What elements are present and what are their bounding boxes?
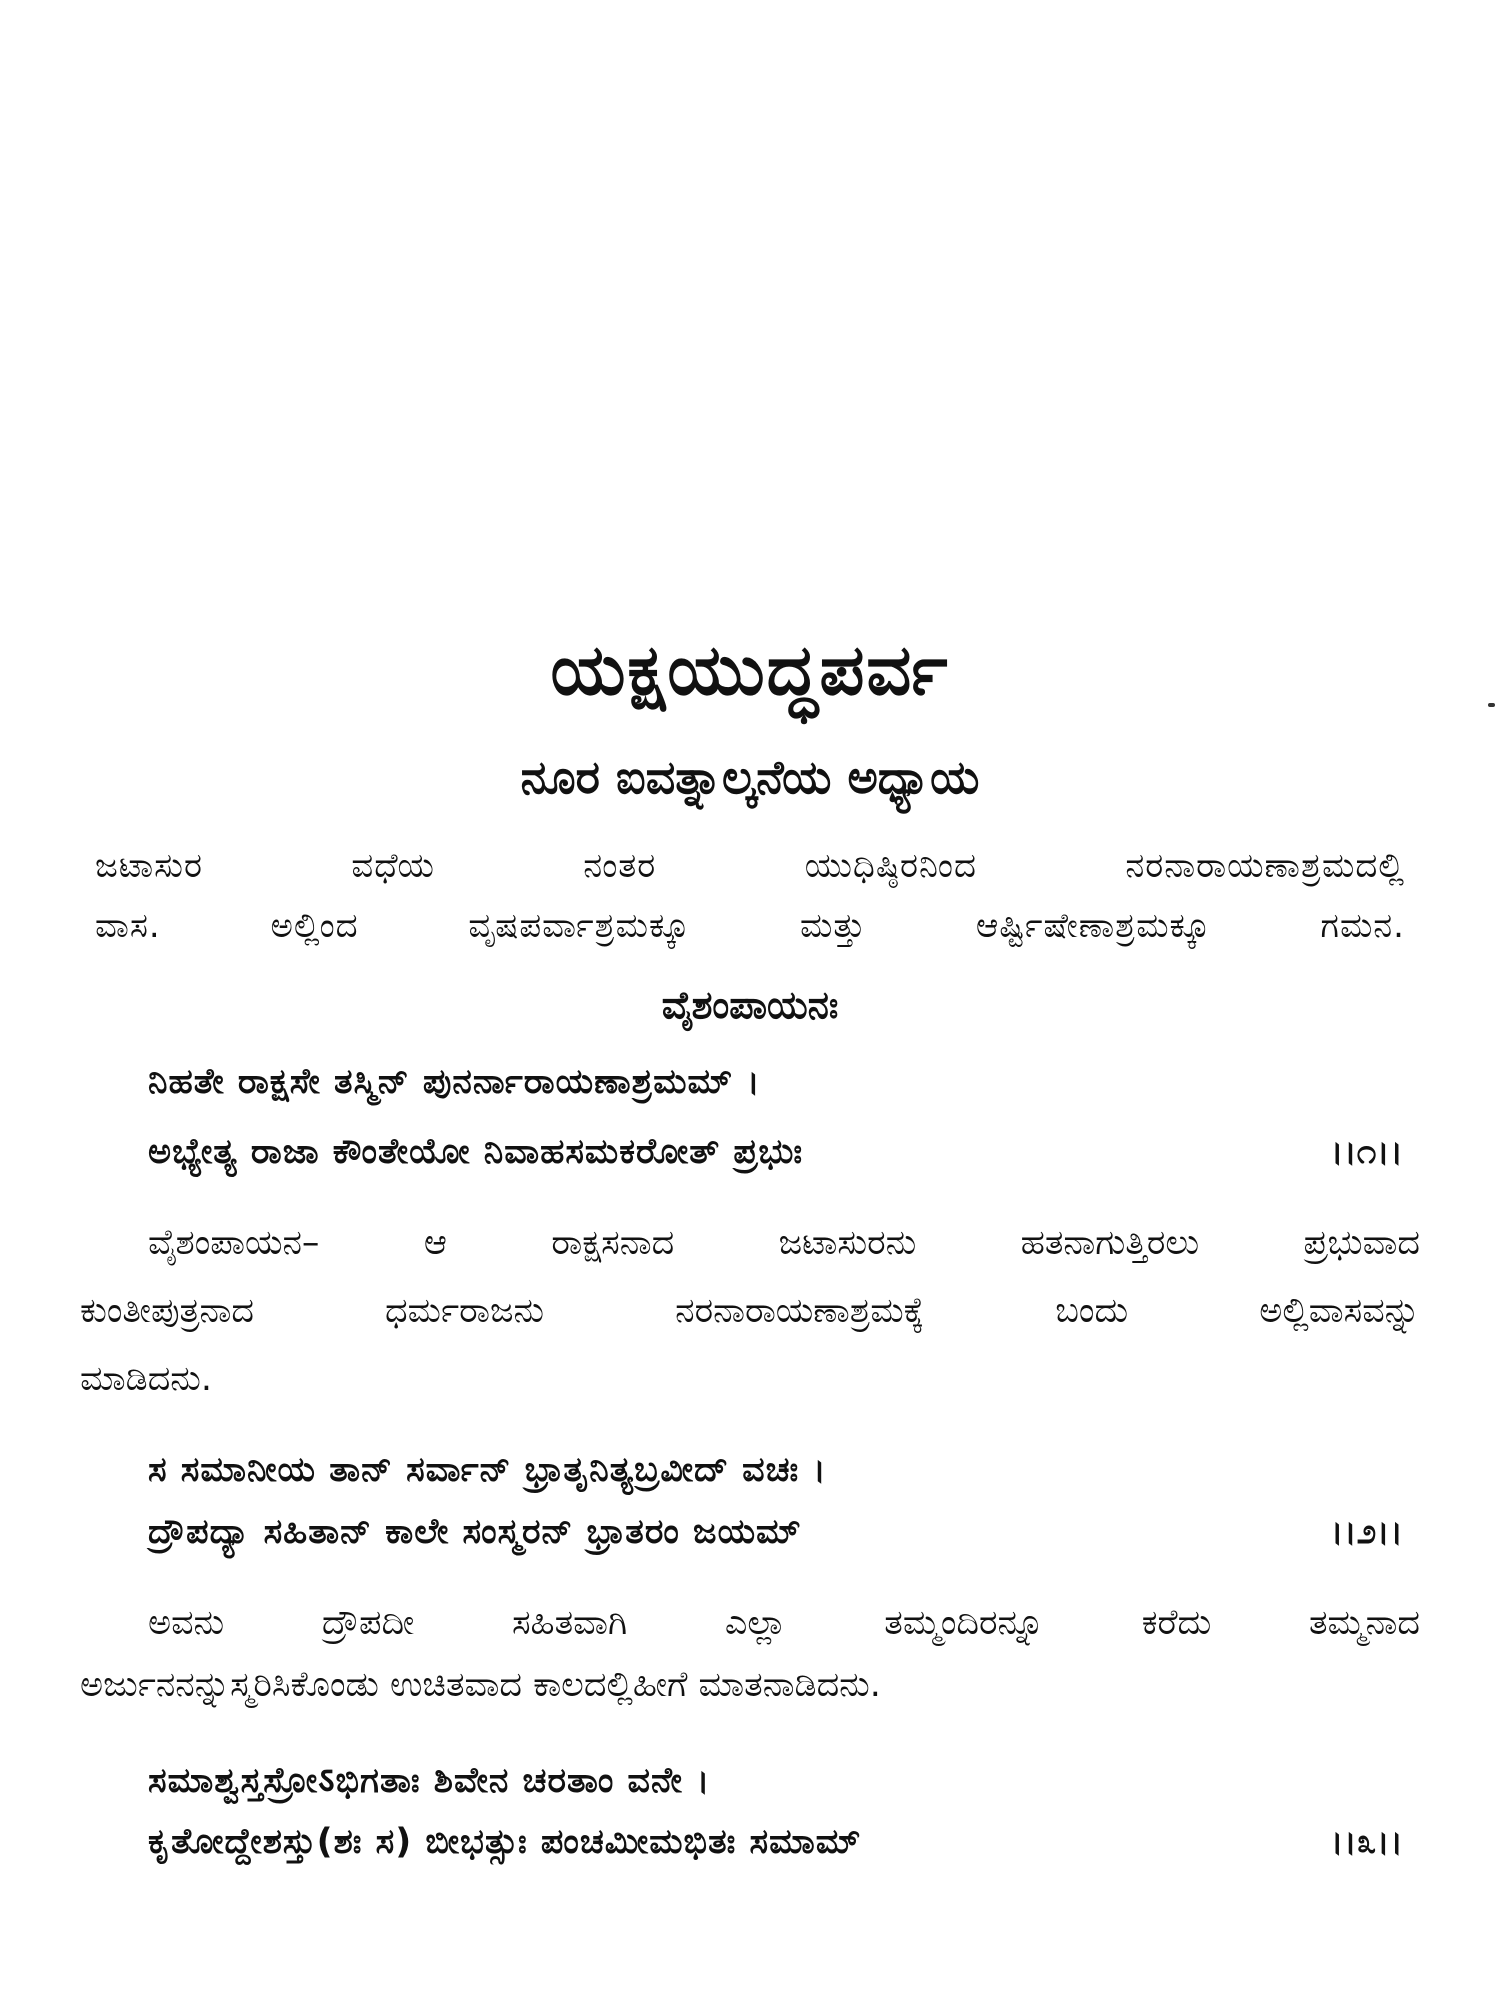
verse-2-line-1: ಸ ಸಮಾನೀಯ ತಾನ್ ಸರ್ವಾನ್ ಭ್ರಾತೃನಿತ್ಯಬ್ರವೀದ್ ವಚಃ ।	[148, 1450, 827, 1490]
chapter-title: ನೂರ ಐವತ್ನಾಲ್ಕನೆಯ ಅಧ್ಯಾಯ	[520, 750, 980, 804]
verse-3-line-2: ಕೃತೋದ್ದೇಶಸ್ತು(ಶಃ ಸ) ಬೀಭತ್ಸುಃ ಪಂಚಮೀಮಭಿತಃ ಸಮಾಮ್	[148, 1822, 862, 1862]
chapter-summary-line-1: ಜಟಾಸುರ ವಧೆಯ ನಂತರ ಯುಧಿಷ್ಠಿರನಿಂದ ನರನಾರಾಯಣಾಶ್ರಮದಲ್ಲಿ	[95, 846, 1405, 886]
prose-1-line-2: ಕುಂತೀಪುತ್ರನಾದ ಧರ್ಮರಾಜನು ನರನಾರಾಯಣಾಶ್ರಮಕ್ಕೆ ಬಂದು ಅಲ್ಲಿವಾಸವನ್ನು	[80, 1291, 1420, 1331]
verse-1-line-2: ಅಭ್ಯೇತ್ಯ ರಾಜಾ ಕೌಂತೇಯೋ ನಿವಾಹಸಮಕರೋತ್ ಪ್ರಭುಃ	[148, 1132, 804, 1172]
verse-3-number: ।।೩।।	[1330, 1822, 1403, 1862]
prose-2-line-2: ಅರ್ಜುನನನ್ನುಸ್ಮರಿಸಿಕೊಂಡು ಉಚಿತವಾದ ಕಾಲದಲ್ಲಿಹೀಗೆ ಮಾತನಾಡಿದನು.	[80, 1665, 881, 1705]
scan-speck	[1488, 703, 1495, 707]
speaker-heading: ವೈಶಂಪಾಯನಃ	[661, 983, 839, 1027]
verse-3-line-1: ಸಮಾಶ್ವಸ್ತಸ್ರೋऽಭಿಗತಾಃ ಶಿವೇನ ಚರತಾಂ ವನೇ ।	[148, 1761, 711, 1801]
verse-1-line-1: ನಿಹತೇ ರಾಕ್ಷಸೇ ತಸ್ಮಿನ್ ಪುನರ್ನಾರಾಯಣಾಶ್ರಮಮ್ ।	[148, 1062, 761, 1102]
parva-title: ಯಕ್ಷಯುದ್ಧಪರ್ವ	[550, 629, 950, 711]
verse-2-line-2: ದ್ರೌಪದ್ಯಾ ಸಹಿತಾನ್ ಕಾಲೇ ಸಂಸ್ಮರನ್ ಭ್ರಾತರಂ ಜಯಮ್	[148, 1512, 802, 1552]
chapter-summary-line-2: ವಾಸ. ಅಲ್ಲಿಂದ ವೃಷಪರ್ವಾಶ್ರಮಕ್ಕೂ ಮತ್ತು ಆರ್ಷ್ಟಿಷೇಣಾಶ್ರಮಕ್ಕೂ ಗಮನ.	[95, 906, 1405, 946]
verse-1-number: ।।೧।।	[1330, 1132, 1403, 1172]
prose-2-line-1: ಅವನು ದ್ರೌಪದೀ ಸಹಿತವಾಗಿ ಎಲ್ಲಾ ತಮ್ಮಂದಿರನ್ನೂ ಕರೆದು ತಮ್ಮನಾದ	[148, 1603, 1420, 1643]
prose-1-line-3: ಮಾಡಿದನು.	[80, 1359, 213, 1399]
prose-1-line-1: ವೈಶಂಪಾಯನ– ಆ ರಾಕ್ಷಸನಾದ ಜಟಾಸುರನು ಹತನಾಗುತ್ತಿರಲು ಪ್ರಭುವಾದ	[148, 1223, 1420, 1263]
verse-2-number: ।।೨।।	[1330, 1512, 1403, 1552]
